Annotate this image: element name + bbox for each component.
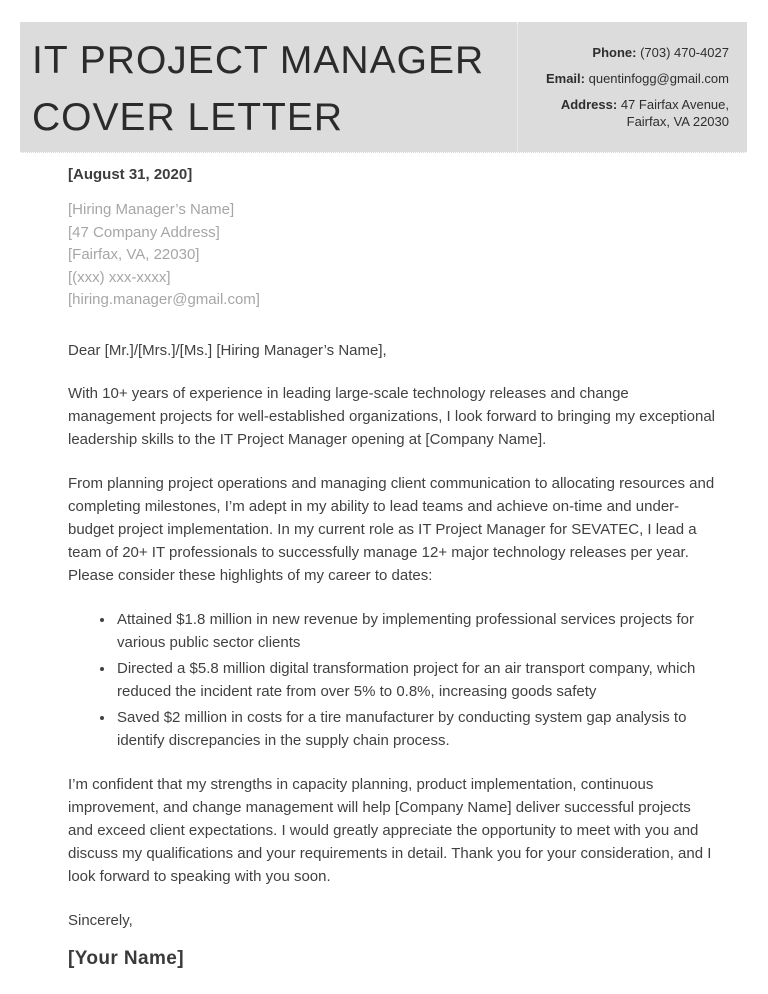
phone-label: Phone: <box>592 45 637 60</box>
signoff: Sincerely, <box>68 911 133 929</box>
salutation: Dear [Mr.]/[Mrs.]/[Ms.] [Hiring Manager’s Name], <box>68 341 387 359</box>
address-value-line2: Fairfax, VA 22030 <box>626 114 729 129</box>
list-item: • Saved $2 million in costs for a tire manufacturer by conducting system gap analysis to identify discrepancies in the supply chain process. <box>115 706 716 752</box>
paragraph-experience: From planning project operations and managing client communication to allocating resources and completing milestones, I’m adept in my ability to lead teams and achieve on-time and under-budget project implementation. In my current role as IT Project Manager for SEVATEC, I lead a team of 20+ IT professionals to successfully manage 12+ major technology releases per year. Please consider these highlights of my career to dates: <box>68 474 715 584</box>
address-value-line1: 47 Fairfax Avenue, <box>620 97 729 112</box>
contact-phone <box>528 44 729 61</box>
list-item: • Attained $1.8 million in new revenue by implementing professional services projects for various public sector clients <box>115 608 716 654</box>
recipient-phone-line: [(xxx) xxx-xxxx] <box>68 268 171 286</box>
phone-value: (703) 470-4027 <box>640 45 729 60</box>
header-band <box>20 22 747 153</box>
recipient-email-line: [hiring.manager@gmail.com] <box>68 291 260 308</box>
email-value: quentinfogg@gmail.com <box>588 71 729 86</box>
title-line-2: COVER LETTER <box>32 96 344 139</box>
address-label: Address: <box>560 97 618 112</box>
career-highlights-list <box>68 608 716 752</box>
email-label: Email: <box>545 71 585 86</box>
recipient-city-line: [Fairfax, VA, 22030] <box>68 246 200 263</box>
recipient-address-line: [47 Company Address] <box>68 223 220 241</box>
contact-info <box>517 22 747 152</box>
recipient-block <box>68 199 716 312</box>
title-line-1: IT PROJECT MANAGER <box>32 39 485 82</box>
document-title <box>20 22 484 152</box>
paragraph-closing: I’m confident that my strengths in capacity planning, product implementation, continuous improvement, and change management will help [Company Name] deliver successful projects and exceed client expectations. I would greatly appreciate the opportunity to meet with you and discuss my qualifications and your requirements in detail. Thank you for your consideration, and I look forward to speaking with you soon. <box>68 775 712 885</box>
list-item: • Directed a $5.8 million digital transformation project for an air transport company, which reduced the incident rate from over 5% to 0.8%, increasing goods safety <box>115 657 716 703</box>
recipient-name-line: [Hiring Manager’s Name] <box>68 201 235 218</box>
paragraph-intro: With 10+ years of experience in leading large-scale technology releases and change management projects for well-established organizations, I look forward to bringing my exceptional leadership skills to the IT Project Manager opening at [Company Name]. <box>68 384 715 448</box>
signature-placeholder: [Your Name] <box>68 947 184 969</box>
contact-email <box>528 70 729 87</box>
letter-date: [August 31, 2020] <box>68 166 193 183</box>
contact-address <box>528 96 729 130</box>
letter-body <box>68 163 716 970</box>
